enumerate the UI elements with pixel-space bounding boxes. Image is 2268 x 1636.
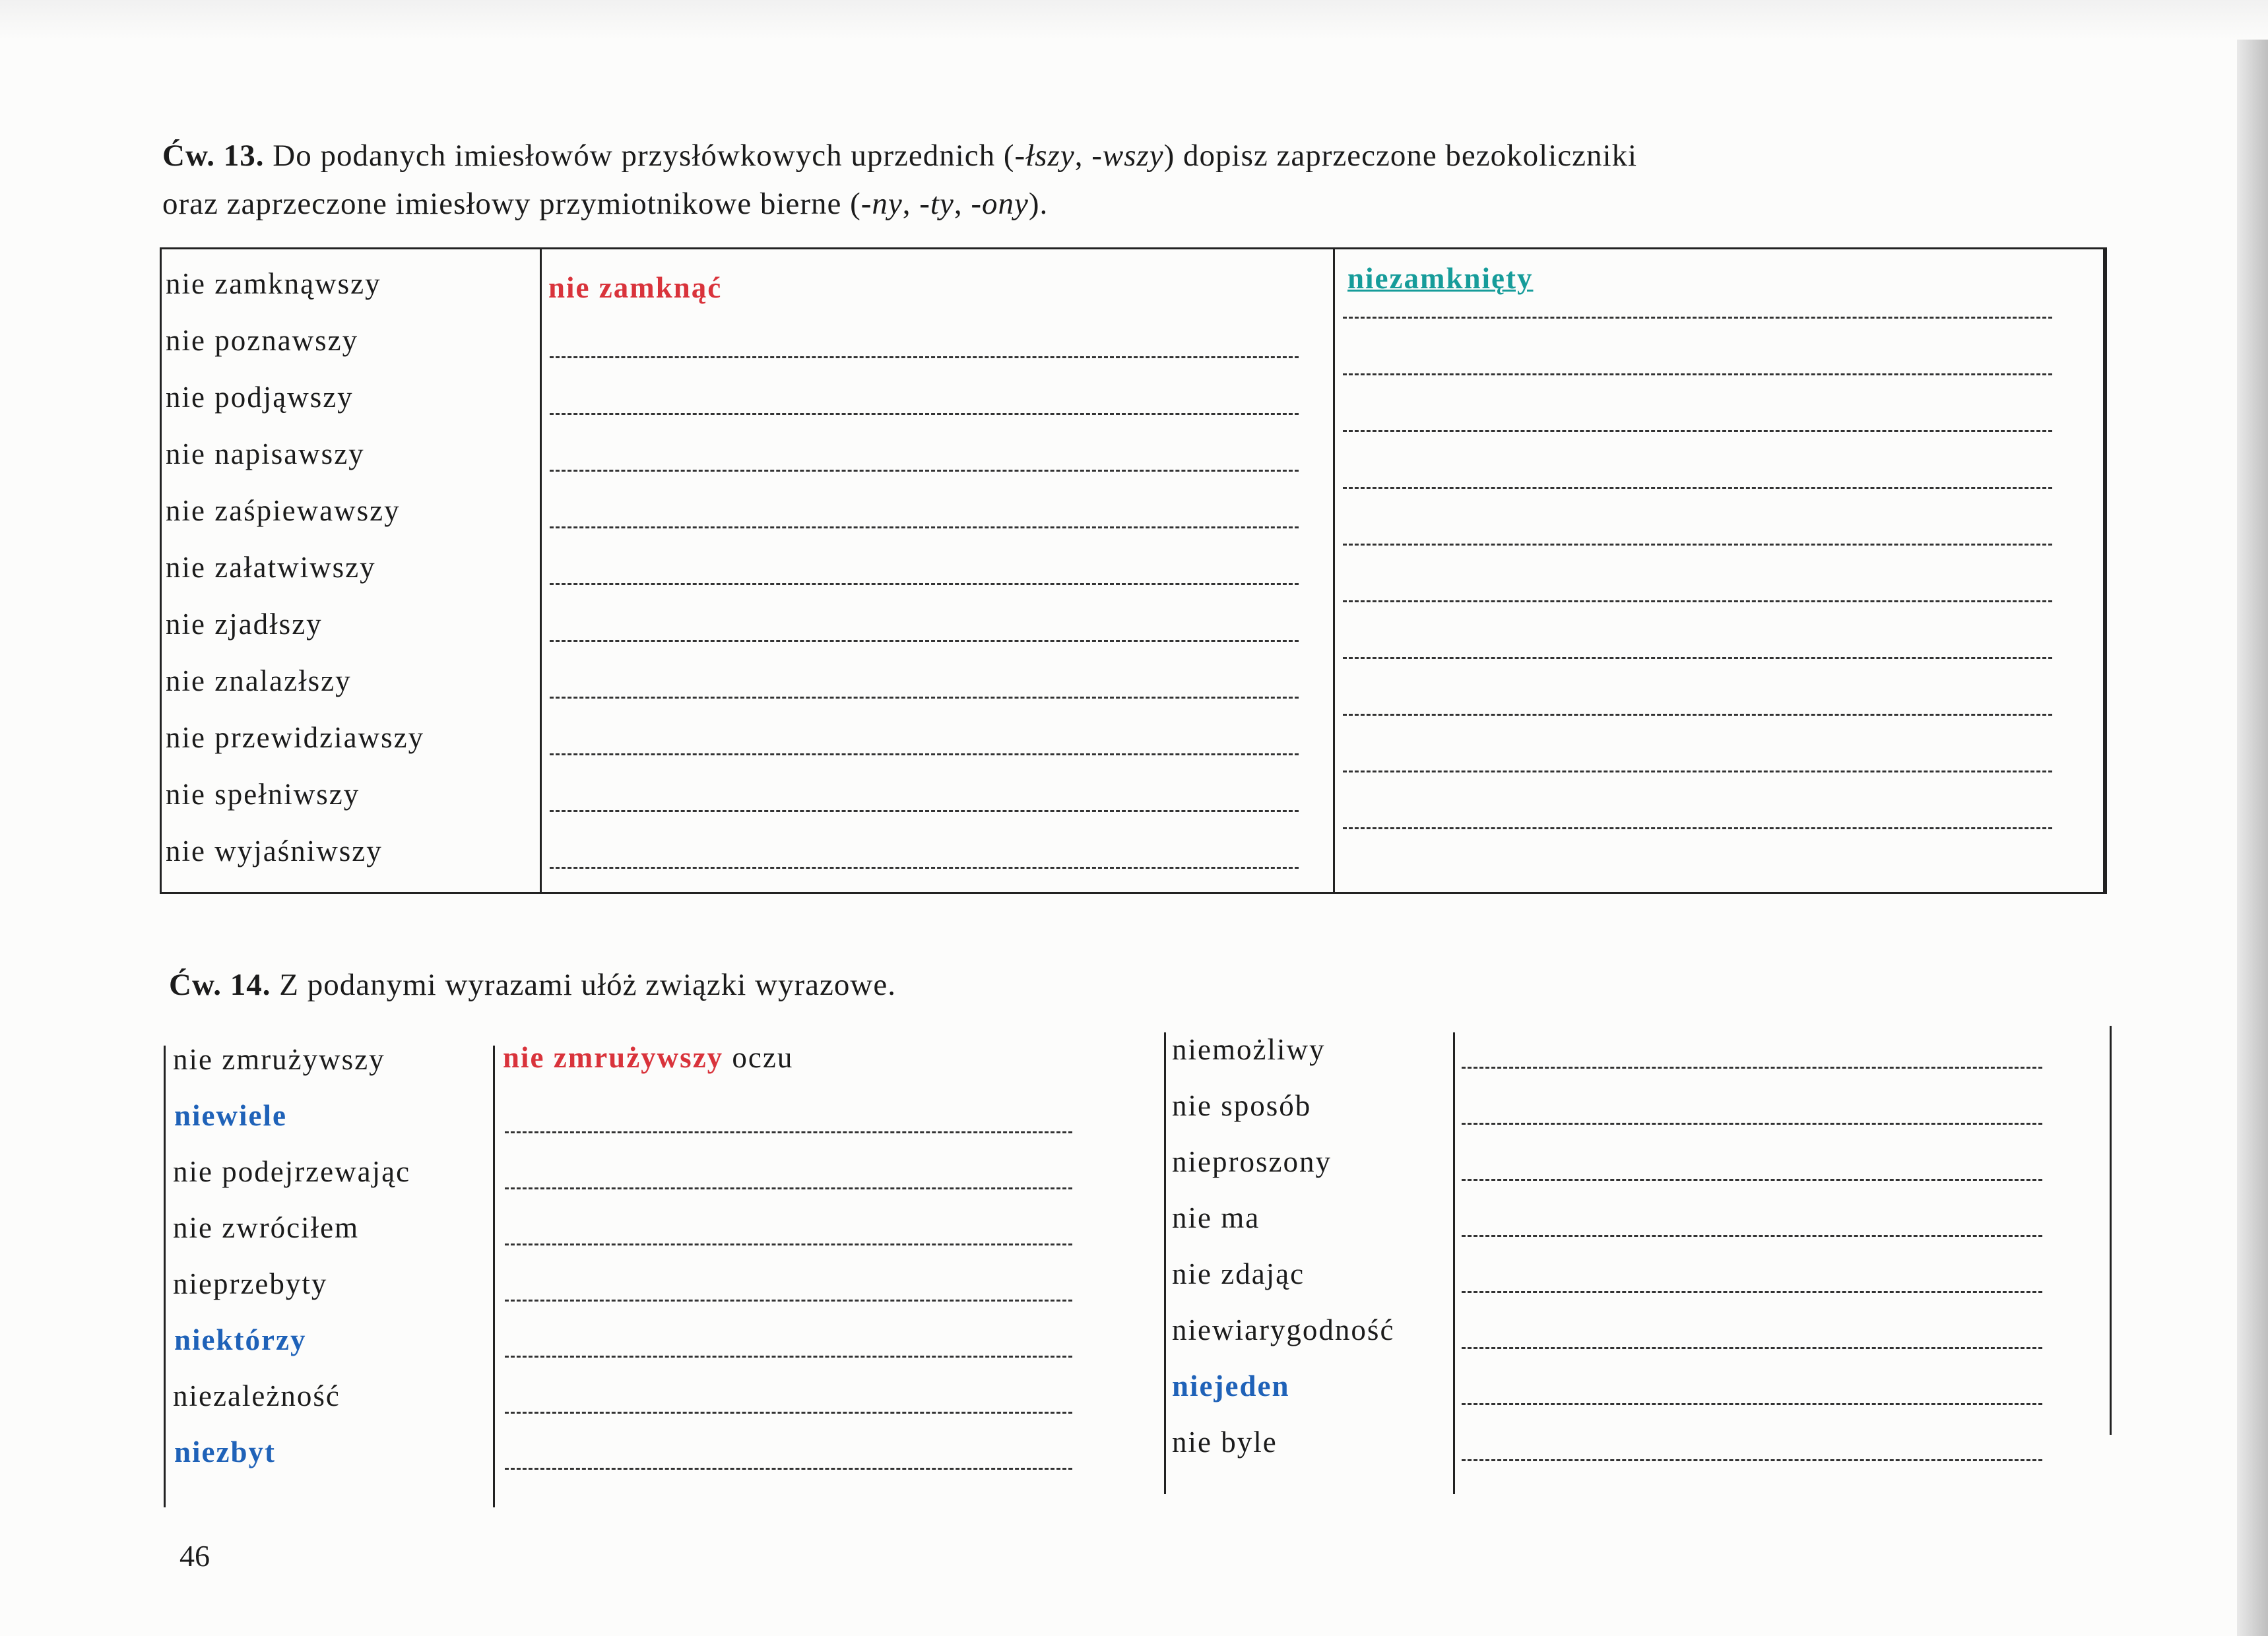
- ex14-answer-line-left[interactable]: [505, 1243, 1072, 1245]
- ex13-instruction-d: ).: [1028, 187, 1049, 221]
- ex13-answer-line-participle[interactable]: [1343, 317, 2052, 319]
- ex13-row-word: nie spełniwszy: [166, 778, 360, 811]
- ex13-instruction-b: ) dopisz zaprzeczone bezokoliczniki: [1163, 139, 1638, 173]
- ex14-heading: [169, 964, 896, 1005]
- ex14-left-word: nieprzebyty: [173, 1267, 328, 1300]
- ex13-label: Ćw. 13.: [162, 139, 265, 173]
- ex13-row-word: nie znalazłszy: [166, 664, 352, 697]
- ex13-row-word: nie zaśpiewawszy: [166, 494, 401, 527]
- ex13-table: [160, 247, 2105, 894]
- ex13-instruction-a: Do podanych imiesłowów przysłówkowych uprzednich (: [264, 139, 1015, 173]
- ex14-left-word: niezbyt: [174, 1435, 276, 1468]
- ex13-divider-2: [1333, 247, 1335, 892]
- ex13-row-word: nie podjąwszy: [166, 381, 354, 414]
- ex13-example-infinitive: nie zamknąć: [548, 271, 723, 304]
- ex13-row-word: nie wyjaśniwszy: [166, 834, 383, 867]
- ex13-answer-line-infinitive[interactable]: [550, 470, 1299, 472]
- ex14-answer-line-right[interactable]: [1462, 1235, 2042, 1237]
- page-edge-shadow: [2237, 40, 2268, 1636]
- ex14-right-word: niemożliwy: [1172, 1033, 1326, 1066]
- ex13-row-word: nie zjadłszy: [166, 608, 323, 641]
- ex13-suffix-lszy: -łszy: [1014, 139, 1075, 173]
- ex14-right-word: nie sposób: [1172, 1089, 1312, 1122]
- ex13-divider-1: [540, 247, 542, 892]
- ex13-answer-line-participle[interactable]: [1343, 487, 2052, 489]
- ex14-answer-line-left[interactable]: [505, 1468, 1072, 1470]
- ex13-answer-line-infinitive[interactable]: [550, 413, 1299, 415]
- ex13-suffix-ony: -ony: [971, 187, 1029, 221]
- ex14-label: Ćw. 14.: [169, 968, 271, 1002]
- ex13-row-word: nie zamknąwszy: [166, 267, 381, 300]
- ex14-answer-line-right[interactable]: [1462, 1347, 2042, 1349]
- ex14-answer-line-right[interactable]: [1462, 1179, 2042, 1181]
- ex13-answer-line-infinitive[interactable]: [550, 697, 1299, 699]
- ex14-answer-line-right[interactable]: [1462, 1067, 2042, 1069]
- ex14-left-word: niektórzy: [174, 1323, 307, 1356]
- ex13-sep: ,: [954, 187, 971, 221]
- ex13-answer-line-infinitive[interactable]: [550, 867, 1299, 869]
- ex14-right-word: nie byle: [1172, 1426, 1278, 1459]
- ex13-row-word: nie załatwiwszy: [166, 551, 376, 584]
- ex13-answer-line-participle[interactable]: [1343, 600, 2052, 602]
- ex14-right-bar: [2110, 1026, 2112, 1435]
- ex13-heading-line1: [162, 135, 1637, 176]
- ex14-answer-line-left[interactable]: [505, 1131, 1072, 1133]
- ex14-mid-bar-1: [493, 1046, 495, 1507]
- ex13-sep: ,: [1074, 139, 1092, 173]
- ex13-answer-line-infinitive[interactable]: [550, 640, 1299, 642]
- ex14-answer-line-right[interactable]: [1462, 1123, 2042, 1125]
- ex13-suffix-ny: -ny: [860, 187, 903, 221]
- ex14-left-word: nie zmrużywszy: [173, 1043, 385, 1076]
- ex14-answer-line-left[interactable]: [505, 1356, 1072, 1358]
- ex13-answer-line-infinitive[interactable]: [550, 583, 1299, 585]
- ex13-answer-line-participle[interactable]: [1343, 714, 2052, 716]
- ex14-right-word: niewiarygodność: [1172, 1313, 1395, 1346]
- ex14-answer-line-left[interactable]: [505, 1300, 1072, 1302]
- ex14-left-word: nie zwróciłem: [173, 1211, 360, 1244]
- ex13-answer-line-infinitive[interactable]: [550, 810, 1299, 812]
- ex14-answer-line-right[interactable]: [1462, 1459, 2042, 1461]
- ex13-answer-line-participle[interactable]: [1343, 544, 2052, 546]
- page-top-shadow: [0, 0, 2268, 40]
- ex14-example-red: nie zmrużywszy: [503, 1041, 724, 1074]
- ex14-mid-bar-2: [1164, 1032, 1166, 1494]
- ex13-answer-line-participle[interactable]: [1343, 373, 2052, 375]
- ex13-suffix-ty: -ty: [919, 187, 954, 221]
- ex14-instruction: Z podanymi wyrazami ułóż związki wyrazowe.: [271, 968, 896, 1002]
- ex14-mid-bar-3: [1453, 1032, 1455, 1494]
- ex14-left-word: niezależność: [173, 1379, 340, 1412]
- ex13-example-participle: niezamknięty: [1347, 262, 1534, 295]
- ex13-sep: ,: [902, 187, 920, 221]
- page-number: 46: [179, 1539, 210, 1573]
- ex14-left-word: nie podejrzewając: [173, 1155, 411, 1188]
- ex14-example-rest: oczu: [723, 1041, 794, 1074]
- ex14-right-word: nie ma: [1172, 1201, 1260, 1234]
- ex14-answer-line-right[interactable]: [1462, 1291, 2042, 1293]
- ex13-row-word: nie napisawszy: [166, 437, 365, 470]
- ex13-suffix-wszy: -wszy: [1091, 139, 1164, 173]
- ex13-heading-line2: [162, 183, 1048, 224]
- ex13-row-word: nie przewidziawszy: [166, 721, 425, 754]
- ex13-answer-line-participle[interactable]: [1343, 827, 2052, 829]
- ex13-answer-line-participle[interactable]: [1343, 657, 2052, 659]
- ex13-answer-line-participle[interactable]: [1343, 430, 2052, 432]
- ex14-right-word: nie zdając: [1172, 1257, 1305, 1290]
- ex13-answer-line-infinitive[interactable]: [550, 753, 1299, 755]
- ex13-instruction-c: oraz zaprzeczone imiesłowy przymiotnikowe bierne (: [162, 187, 861, 221]
- ex13-answer-line-infinitive[interactable]: [550, 356, 1299, 358]
- ex14-left-bar: [164, 1046, 166, 1507]
- ex14-answer-line-right[interactable]: [1462, 1403, 2042, 1405]
- ex13-row-word: nie poznawszy: [166, 324, 359, 357]
- ex14-right-word: niejeden: [1172, 1369, 1290, 1402]
- ex14-left-word: niewiele: [174, 1099, 287, 1132]
- ex13-right-border: [2105, 247, 2107, 894]
- ex13-answer-line-participle[interactable]: [1343, 771, 2052, 772]
- ex14-answer-line-left[interactable]: [505, 1412, 1072, 1414]
- ex14-right-word: nieproszony: [1172, 1145, 1332, 1178]
- ex14-example: [503, 1040, 793, 1075]
- ex14-answer-line-left[interactable]: [505, 1187, 1072, 1189]
- ex13-answer-line-infinitive[interactable]: [550, 526, 1299, 528]
